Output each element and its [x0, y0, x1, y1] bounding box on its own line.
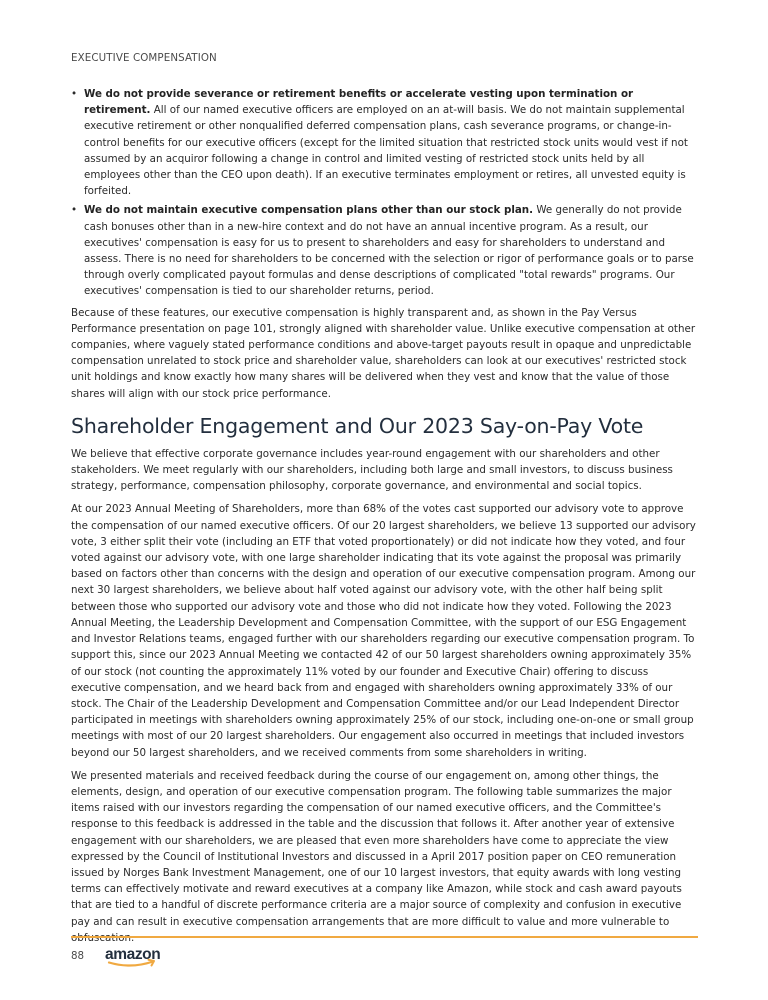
amazon-logo-icon: [104, 946, 164, 970]
feature-bullet-list: [71, 86, 698, 300]
bullet-lead: We do not provide severance or retirement benefits or accelerate vesting upon termination or retirement.: [84, 88, 634, 117]
governance-paragraph: We believe that effective corporate governance includes year-round engagement with our shareholders and other stakeholders. We meet regularly with our shareholders, including both large and small investors, to discuss business strategy, performance, compensation philosophy, corporate governance, and environmental and social topics.: [71, 447, 673, 493]
bullet-text: All of our named executive officers are employed on an at-will basis. We do not maintain supplemental executive retirement or other nonqualified deferred compensation plans, cash severance programs, or change-in-control benefits for our executive officers (except for the limited situation that restricted stock units would vest if not assumed by an acquiror following a change in control and limited vesting of restricted stock units held by all employees other than the CEO upon death). If an executive terminates employment or retires, all unvested equity is forfeited.: [84, 104, 688, 198]
section-header: EXECUTIVE COMPENSATION: [71, 52, 217, 64]
meeting-paragraph: At our 2023 Annual Meeting of Shareholders, more than 68% of the votes cast supported our advisory vote to approve the compensation of our named executive officers. Of our 20 largest shareholders, we believe 13 supported our advisory vote, 3 either split their vote (including an ETF that voted proportionately) or did not indicate how they voted, and four voted against our advisory vote, with one large shareholder indicating that its vote against the proposal was primarily based on factors other than concerns with the design and operation of our executive compensation program. Among our next 30 largest shareholders, we believe about half voted against our advisory vote, with the other half being split between those who supported our advisory vote and those who did not indicate how they voted. Following the 2023 Annual Meeting, the Leadership Development and Compensation Committee, with the support of our ESG Engagement and Investor Relations teams, engaged further with our shareholders regarding our executive compensation program. To support this, since our 2023 Annual Meeting we contacted 42 of our 50 largest shareholders owning approximately 35% of our stock (not counting the approximately 11% voted by our founder and Executive Chair) offering to discuss executive compensation, and we heard back from and engaged with shareholders owning approximately 33% of our stock. The Chair of the Leadership Development and Compensation Committee and/or our Lead Independent Director participated in meetings with shareholders owning approximately 25% of our stock, including one-on-one or small group meetings with most of our 20 largest shareholders. Our engagement also occurred in meetings that included investors beyond our 50 largest shareholders, and we received comments from some shareholders in writing.: [71, 503, 696, 759]
logo-wordmark: amazon: [105, 946, 161, 963]
page-number: 88: [71, 950, 85, 962]
list-item: [71, 86, 698, 199]
bullet-lead: We do not maintain executive compensation plans other than our stock plan.: [84, 204, 534, 217]
list-item: [71, 202, 698, 299]
page-body: [71, 86, 698, 953]
bullet-text: We generally do not provide cash bonuses other than in a new-hire context and do not have an annual incentive program. As a result, our executives' compensation is easy for us to present to shareholders and easy for shareholders to understand and assess. There is no need for shareholders to be concerned with the selection or rigor of performance goals or to parse through overly complicated payout formulas and dense descriptions of complicated "total rewards" programs. Our executives' compensation is tied to our shareholder returns, period.: [84, 204, 694, 298]
transparency-paragraph: Because of these features, our executive compensation is highly transparent and, as shown in the Pay Versus Performance presentation on page 101, strongly aligned with shareholder value. Unlike executive compensation at other companies, where vaguely stated performance conditions and above-target payouts result in opaque and unpredictable compensation unrelated to stock price and shareholder value, shareholders can look at our executives' restricted stock unit holdings and know exactly how many shares will be delivered when they vest and know that the value of those shares will align with our stock price performance.: [71, 306, 696, 400]
section-heading: Shareholder Engagement and Our 2023 Say-on-Pay Vote: [71, 413, 644, 438]
feedback-paragraph: We presented materials and received feedback during the course of our engagement on, among other things, the elements, design, and operation of our executive compensation program. The following table summarizes the major items raised with our investors regarding the compensation of our named executive officers, and the Committee's response to this feedback is addressed in the table and the discussion that follows it. After another year of extensive engagement with our shareholders, we are pleased that even more shareholders have come to appreciate the view expressed by the Council of Institutional Investors and discussed in a April 2017 position paper on CEO remuneration issued by Norges Bank Investment Management, one of our 10 largest investors, that equity awards with long vesting terms can effectively motivate and reward executives at a company like Amazon, while stock and cash award payouts that are tied to a handful of discrete performance criteria are a major source of complexity and confusion in executive pay and can result in executive compensation arrangements that are more difficult to value and more vulnerable to: [71, 769, 682, 928]
footer-divider: [71, 936, 698, 938]
